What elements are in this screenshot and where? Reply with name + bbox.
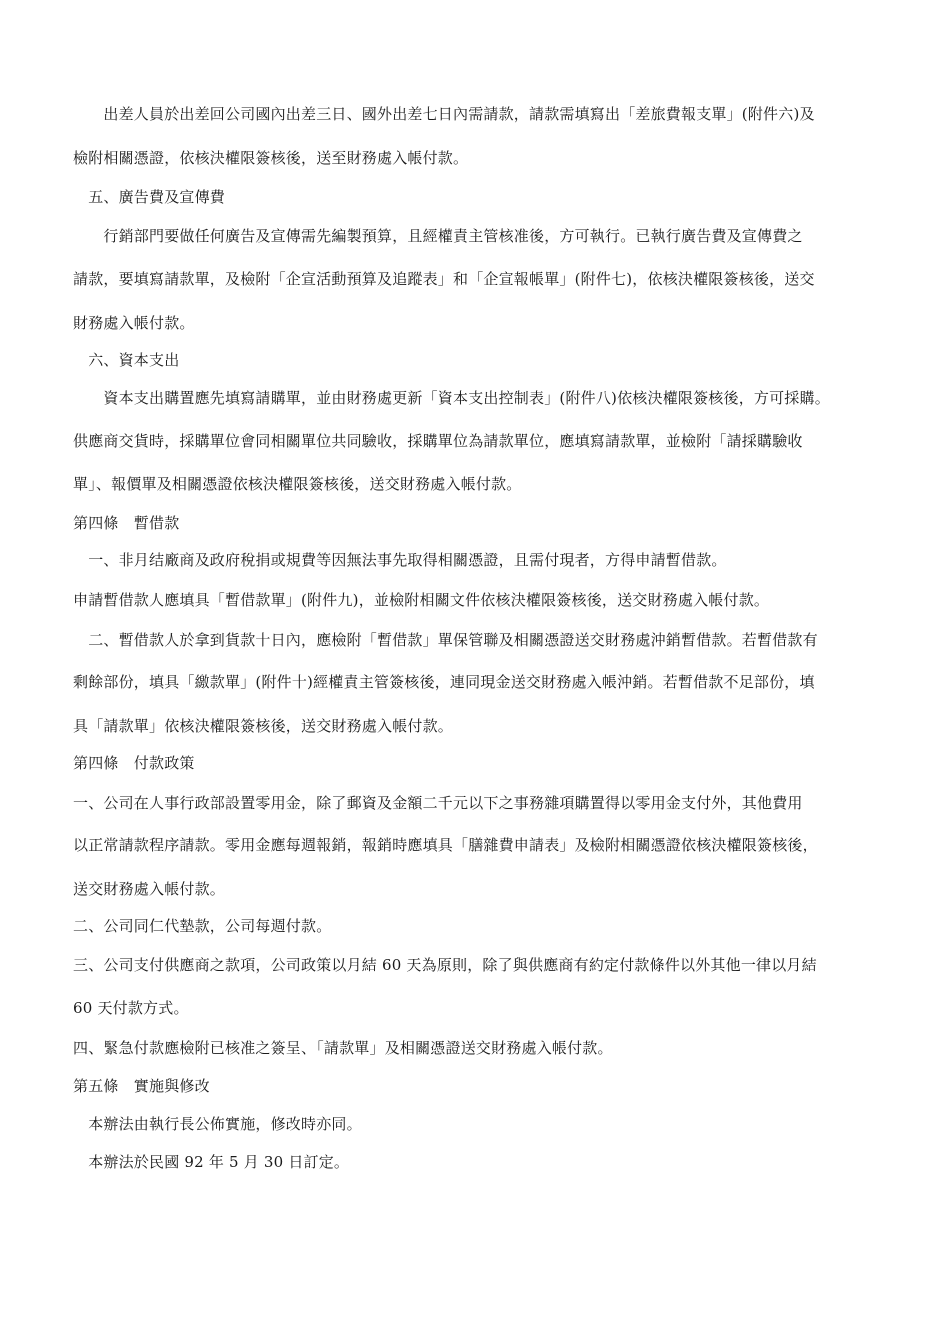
paragraph-advertising-line-1: 行銷部門要做任何廣告及宣傳需先編製預算，且經權責主管核准後，方可執行。已執行廣告費及宣傳費之 bbox=[73, 227, 803, 245]
paragraph-advertising-line-2: 請款，要填寫請款單，及檢附「企宣活動預算及追蹤表」和「企宣報帳單」(附件七)，依核決權限簽核後，送交 bbox=[73, 270, 815, 288]
paragraph-advance-item-2-line-1: 二、暫借款人於拿到貨款十日內，應檢附「暫借款」單保管聯及相關憑證送交財務處沖銷暫借款。若暫借款有 bbox=[73, 631, 818, 649]
article-heading-implementation: 第五條 實施與修改 bbox=[73, 1077, 210, 1095]
paragraph-payment-item-4: 四、緊急付款應檢附已核准之簽呈、「請款單」及相關憑證送交財務處入帳付款。 bbox=[73, 1039, 613, 1057]
article-heading-advance: 第四條 暫借款 bbox=[73, 514, 180, 532]
paragraph-capital-line-3: 單」、報價單及相關憑證依核決權限簽核後，送交財務處入帳付款。 bbox=[73, 475, 522, 493]
paragraph-travel-expense-line-1: 出差人員於出差回公司國內出差三日、國外出差七日內需請款，請款需填寫出「差旅費報支單」(附件六)及 bbox=[73, 105, 815, 123]
paragraph-advance-item-2-line-3: 具「請款單」依核決權限簽核後，送交財務處入帳付款。 bbox=[73, 717, 454, 735]
paragraph-travel-expense-line-2: 檢附相關憑證，依核決權限簽核後，送至財務處入帳付款。 bbox=[73, 149, 469, 167]
paragraph-implementation-line-1: 本辦法由執行長公佈實施，修改時亦同。 bbox=[73, 1115, 362, 1133]
paragraph-capital-line-1: 資本支出購置應先填寫請購單，並由財務處更新「資本支出控制表」(附件八)依核決權限簽核後，方可採購。 bbox=[73, 389, 830, 407]
section-heading-capital-expenditure: 六、資本支出 bbox=[73, 351, 180, 369]
paragraph-capital-line-2: 供應商交貨時，採購單位會同相關單位共同驗收，採購單位為請款單位，應填寫請款單，並檢附「請採購驗收 bbox=[73, 432, 803, 450]
paragraph-payment-item-1-line-1: 一、公司在人事行政部設置零用金，除了郵資及金額二千元以下之事務雜項購置得以零用金支付外，其他費用 bbox=[73, 794, 803, 812]
paragraph-implementation-line-2: 本辦法於民國 92 年 5 月 30 日訂定。 bbox=[73, 1153, 350, 1171]
paragraph-payment-item-3-line-2: 60 天付款方式。 bbox=[73, 999, 189, 1017]
paragraph-payment-item-3-line-1: 三、公司支付供應商之款項，公司政策以月結 60 天為原則，除了與供應商有約定付款條件以外其他一律以月結 bbox=[73, 956, 817, 974]
paragraph-advertising-line-3: 財務處入帳付款。 bbox=[73, 314, 195, 332]
paragraph-payment-item-1-line-2: 以正常請款程序請款。零用金應每週報銷，報銷時應填具「膳雜費申請表」及檢附相關憑證依核決權限簽核後， bbox=[73, 836, 818, 854]
section-heading-advertising: 五、廣告費及宣傳費 bbox=[73, 188, 226, 206]
paragraph-advance-item-2-line-2: 剩餘部份，填具「繳款單」(附件十)經權責主管簽核後，連同現金送交財務處入帳沖銷。若暫借款不足部份，填 bbox=[73, 673, 815, 691]
paragraph-payment-item-2: 二、公司同仁代墊款，公司每週付款。 bbox=[73, 917, 332, 935]
paragraph-advance-item-1: 一、非月结廠商及政府稅捐或規費等因無法事先取得相關憑證，且需付現者，方得申請暫借款。 bbox=[73, 551, 727, 569]
article-heading-payment-policy: 第四條 付款政策 bbox=[73, 754, 195, 772]
paragraph-advance-item-1-cont: 申請暫借款人應填具「暫借款單」(附件九)，並檢附相關文件依核決權限簽核後，送交財務處入帳付款。 bbox=[73, 591, 770, 609]
paragraph-payment-item-1-line-3: 送交財務處入帳付款。 bbox=[73, 880, 226, 898]
